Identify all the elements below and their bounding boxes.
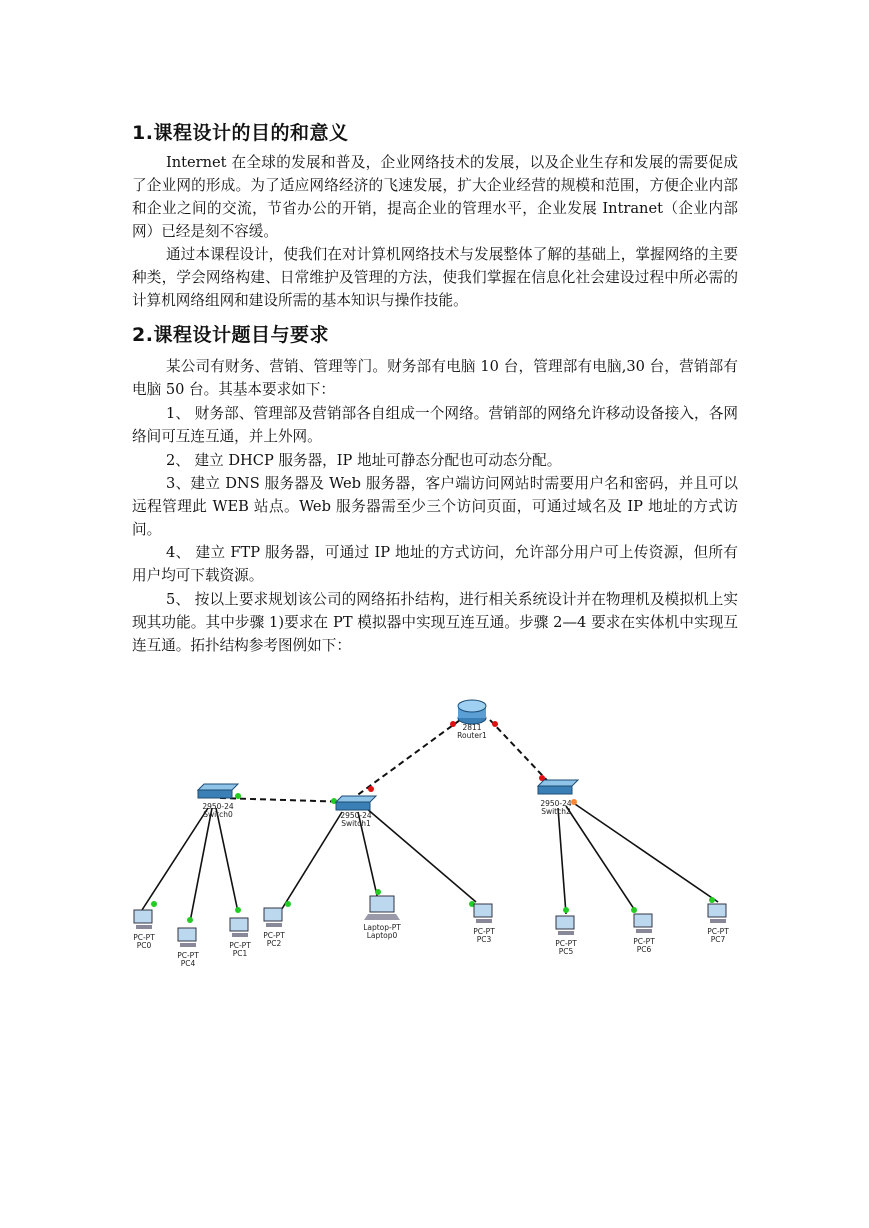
svg-text:PC-PT: PC-PT bbox=[133, 933, 155, 942]
switch1-model-label: 2950-24 bbox=[340, 811, 372, 820]
svg-text:Laptop-PT: Laptop-PT bbox=[363, 923, 401, 932]
paragraph: 5、 按以上要求规划该公司的网络拓扑结构，进行相关系统设计并在物理机及模拟机上实现其功能。其中步骤 1)要求在 PT 模拟器中实现互连互通。步骤 2—4 要求在实体机中实现互连互通。拓扑结构参考图例如下： bbox=[132, 591, 738, 654]
svg-text:PC4: PC4 bbox=[180, 959, 196, 968]
switch2-model-label: 2950-24 bbox=[540, 799, 572, 808]
router-icon bbox=[457, 700, 487, 740]
svg-text:PC-PT: PC-PT bbox=[177, 951, 199, 960]
switch-icon bbox=[198, 784, 238, 819]
switch0-model-label: 2950-24 bbox=[202, 802, 234, 811]
svg-text:PC-PT: PC-PT bbox=[633, 937, 655, 946]
switch0-name-label: Switch0 bbox=[203, 810, 233, 819]
paragraph: 通过本课程设计，使我们在对计算机网络技术与发展整体了解的基础上，掌握网络的主要种类，学会网络构建、日常维护及管理的方法，使我们掌握在信息化社会建设过程中所必需的计算机网络组网和建设所需的基本知识与操作技能。 bbox=[132, 246, 738, 309]
network-topology-diagram bbox=[120, 690, 760, 990]
svg-text:PC0: PC0 bbox=[136, 941, 152, 950]
svg-text:PC1: PC1 bbox=[232, 949, 248, 958]
svg-text:PC-PT: PC-PT bbox=[473, 927, 495, 936]
svg-text:PC7: PC7 bbox=[710, 935, 726, 944]
svg-text:PC-PT: PC-PT bbox=[229, 941, 251, 950]
router-model-label: 2811 bbox=[462, 723, 482, 732]
pc-icon bbox=[229, 918, 251, 958]
pc-icon bbox=[177, 928, 199, 968]
paragraph: 3、建立 DNS 服务器及 Web 服务器，客户端访问网站时需要用户名和密码，并且可以远程管理此 WEB 站点。Web 服务器需至少三个访问页面，可通过域名及 IP 地址的方式访问。 bbox=[132, 475, 738, 538]
laptop-icon bbox=[363, 896, 401, 940]
pc-icon bbox=[555, 916, 577, 956]
paragraph: 1、 财务部、管理部及营销部各自组成一个网络。营销部的网络允许移动设备接入，各网络间可互连互通，并上外网。 bbox=[132, 405, 738, 445]
svg-text:PC-PT: PC-PT bbox=[263, 931, 285, 940]
paragraph: 4、 建立 FTP 服务器，可通过 IP 地址的方式访问，允许部分用户可上传资源，但所有用户均可下载资源。 bbox=[132, 544, 738, 584]
paragraph: Internet 在全球的发展和普及，企业网络技术的发展，以及企业生存和发展的需要促成了企业网的形成。为了适应网络经济的飞速发展，扩大企业经营的规模和范围，方便企业内部和企业之间的交流，节省办公的开销，提高企业的管理水平，企业发展 Intranet（企业内部网）已经是刻不容缓。 bbox=[132, 154, 738, 240]
svg-text:PC-PT: PC-PT bbox=[555, 939, 577, 948]
switch1-name-label: Switch1 bbox=[341, 819, 371, 828]
pc-icon bbox=[707, 904, 729, 944]
svg-text:PC5: PC5 bbox=[558, 947, 574, 956]
section-heading-1: 1.课程设计的目的和意义 bbox=[132, 122, 349, 144]
pc-icon bbox=[133, 910, 155, 950]
svg-text:Laptop0: Laptop0 bbox=[366, 931, 398, 940]
svg-text:PC-PT: PC-PT bbox=[707, 927, 729, 936]
switch-icon bbox=[336, 796, 376, 828]
section-heading-2: 2.课程设计题目与要求 bbox=[132, 324, 329, 346]
paragraph: 某公司有财务、营销、管理等门。财务部有电脑 10 台，管理部有电脑,30 台，营销部有电脑 50 台。其基本要求如下： bbox=[132, 358, 738, 398]
switch2-name-label: Switch2 bbox=[541, 807, 571, 816]
router-name-label: Router1 bbox=[457, 731, 487, 740]
svg-text:PC3: PC3 bbox=[476, 935, 492, 944]
link-router-switch1 bbox=[348, 720, 460, 802]
svg-text:PC6: PC6 bbox=[636, 945, 652, 954]
pc-icon bbox=[263, 908, 285, 948]
pc-icon bbox=[473, 904, 495, 944]
svg-text:PC2: PC2 bbox=[266, 939, 282, 948]
topology-svg bbox=[120, 690, 760, 990]
paragraph: 2、 建立 DHCP 服务器，IP 地址可静态分配也可动态分配。 bbox=[166, 452, 562, 469]
pc-icon bbox=[633, 914, 655, 954]
switch-icon bbox=[538, 780, 578, 816]
